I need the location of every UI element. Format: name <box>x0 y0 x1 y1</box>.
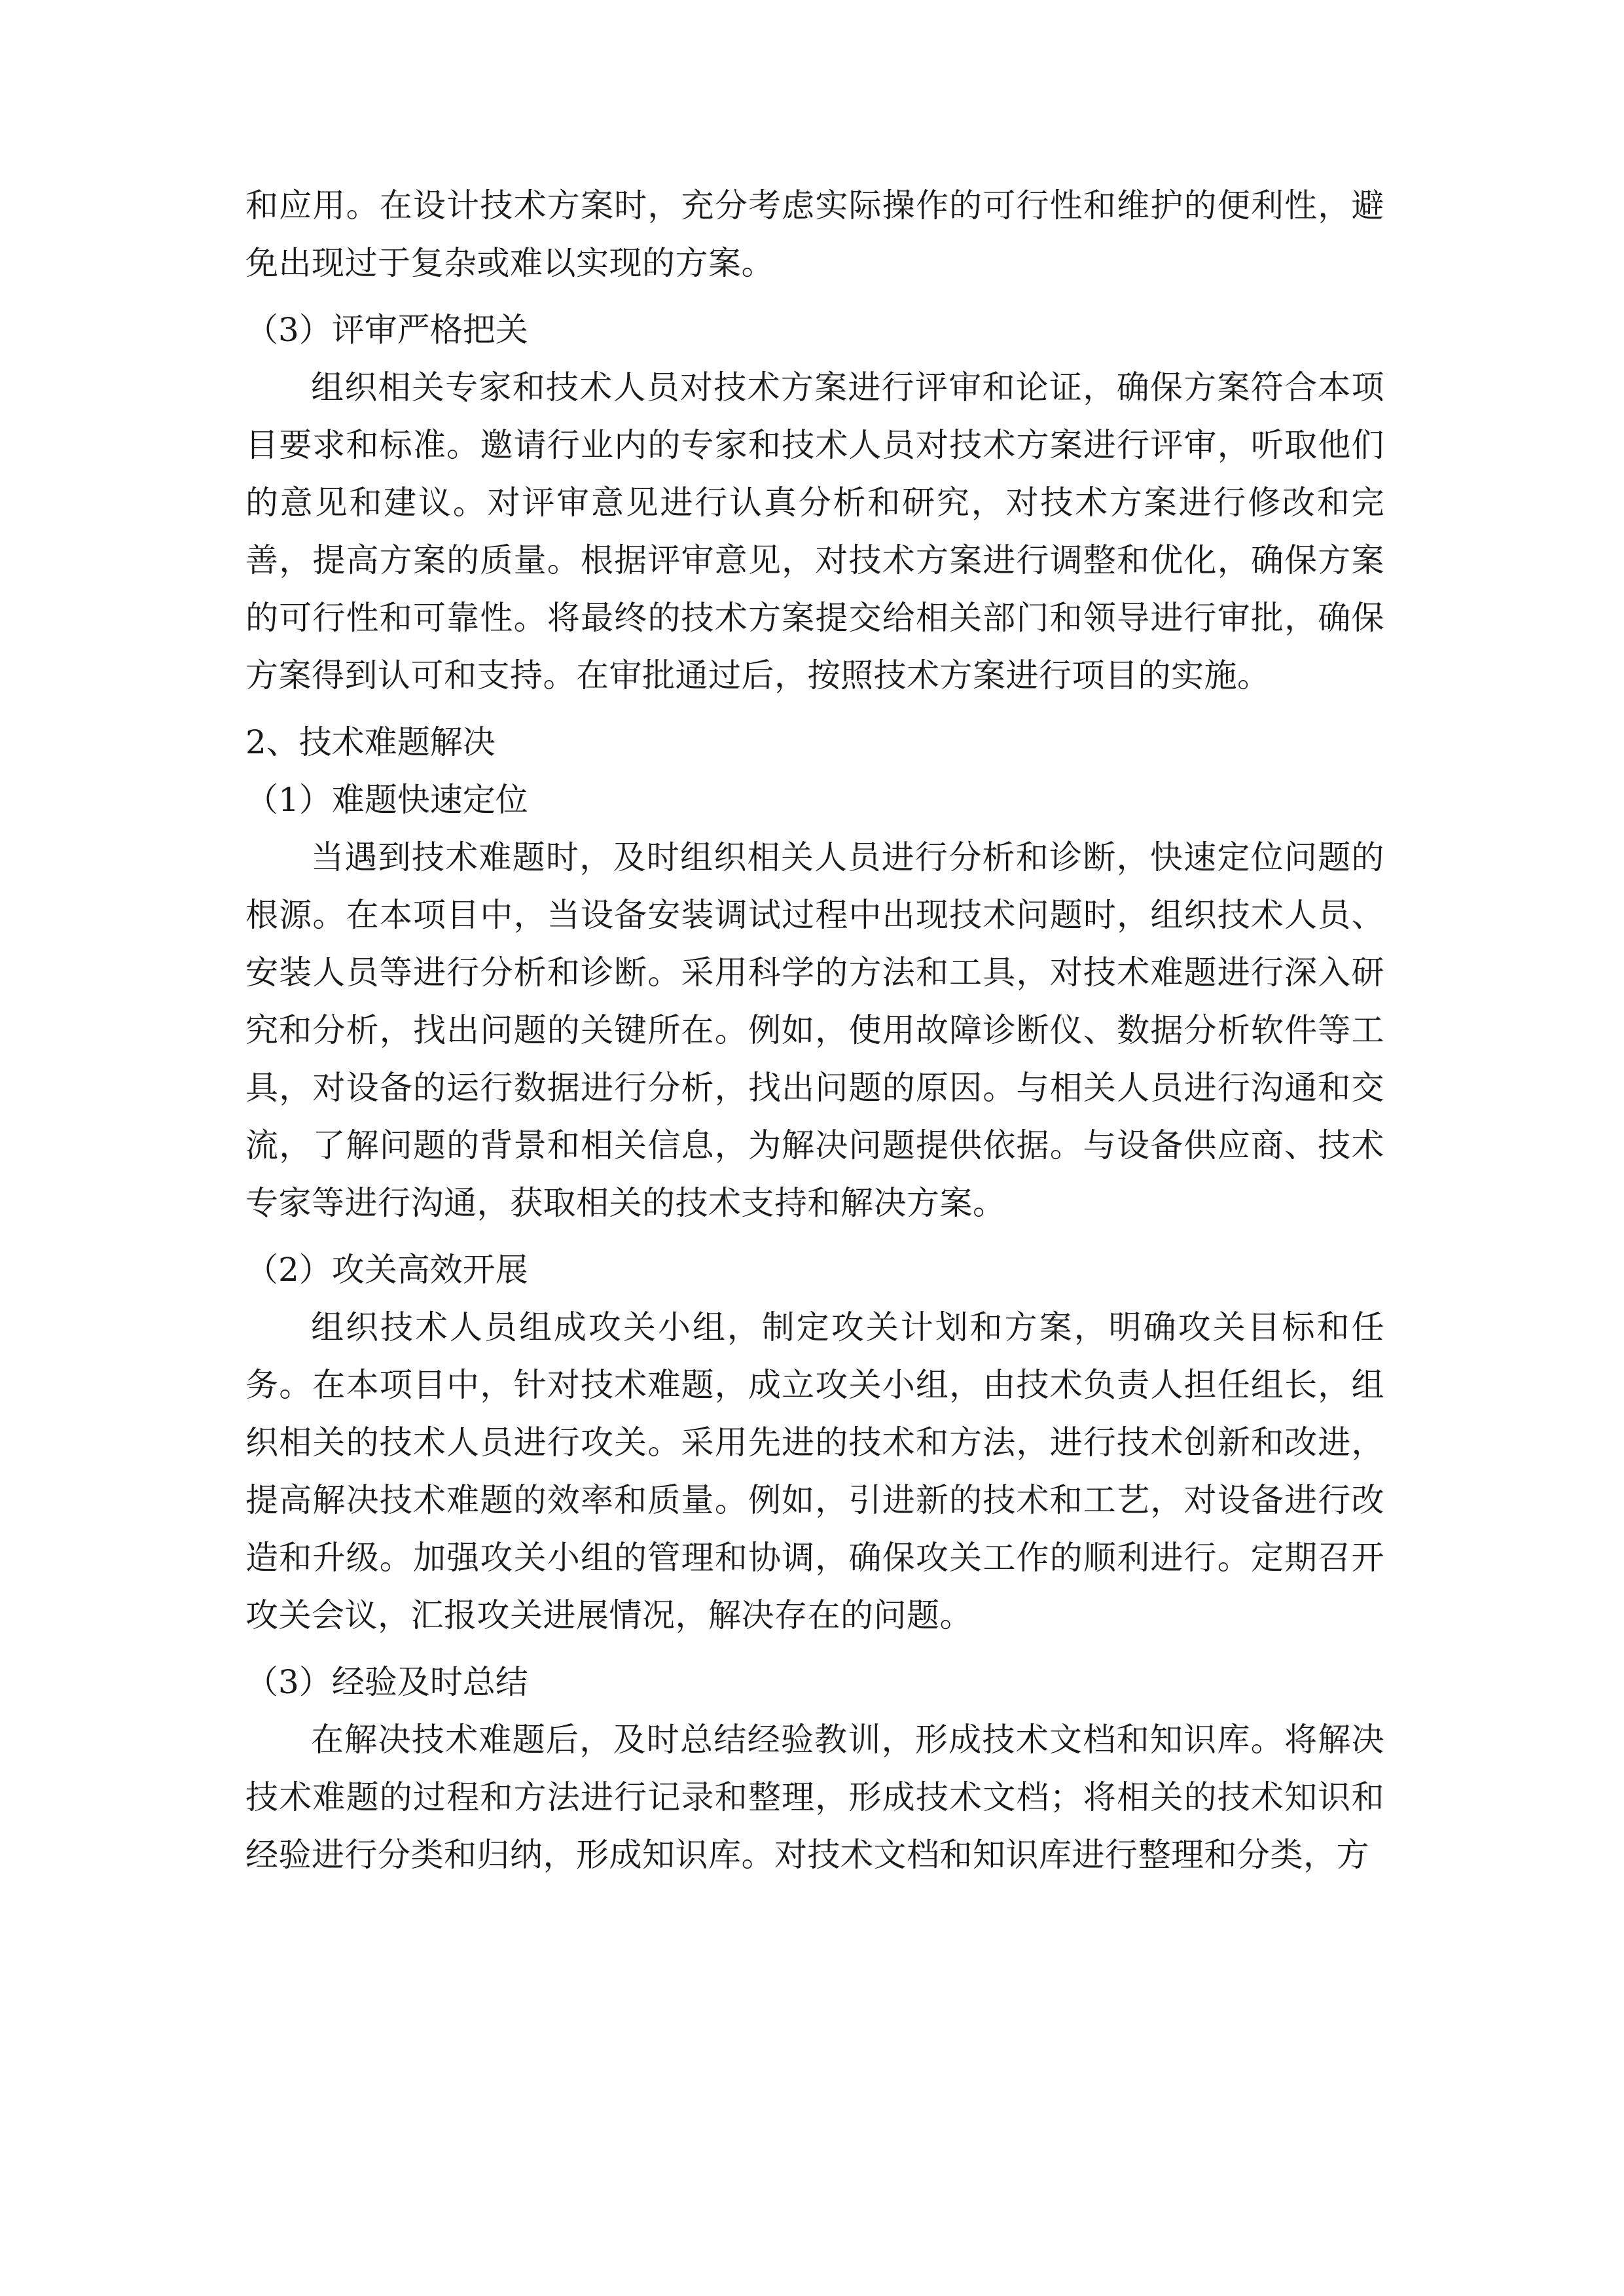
subheading-summary: （3）经验及时总结 <box>245 1663 528 1701</box>
paragraph-tackle: 组织技术人员组成攻关小组，制定攻关计划和方案，明确攻关目标和任务。在本项目中，针对技术难题，成立攻关小组，由技术负责人担任组长，组织相关的技术人员进行攻关。采用先进的技术和方法，进行技术创新和改进，提高解决技术难题的效率和质量。例如，引进新的技术和工艺，对设备进行改造和升级。加强攻关小组的管理和协调，确保攻关工作的顺利进行。定期召开攻关会议，汇报攻关进展情况，解决存在的问题。 <box>245 1308 1384 1634</box>
paragraph-continuation: 和应用。在设计技术方案时，充分考虑实际操作的可行性和维护的便利性，避免出现过于复杂或难以实现的方案。 <box>245 187 1384 282</box>
subheading-review: （3）评审严格把关 <box>245 311 528 349</box>
subheading-locate: （1）难题快速定位 <box>245 781 528 819</box>
paragraph-locate: 当遇到技术难题时，及时组织相关人员进行分析和诊断，快速定位问题的根源。在本项目中，当设备安装调试过程中出现技术问题时，组织技术人员、安装人员等进行分析和诊断。采用科学的方法和工具，对技术难题进行深入研究和分析，找出问题的关键所在。例如，使用故障诊断仪、数据分析软件等工具，对设备的运行数据进行分析，找出问题的原因。与相关人员进行沟通和交流，了解问题的背景和相关信息，为解决问题提供依据。与设备供应商、技术专家等进行沟通，获取相关的技术支持和解决方案。 <box>245 838 1384 1222</box>
document-page <box>245 177 1384 1884</box>
subheading-tackle: （2）攻关高效开展 <box>245 1251 528 1289</box>
paragraph-summary: 在解决技术难题后，及时总结经验教训，形成技术文档和知识库。将解决技术难题的过程和方法进行记录和整理，形成技术文档；将相关的技术知识和经验进行分类和归纳，形成知识库。对技术文档和知识库进行整理和分类，方 <box>245 1721 1384 1874</box>
paragraph-review: 组织相关专家和技术人员对技术方案进行评审和论证，确保方案符合本项目要求和标准。邀请行业内的专家和技术人员对技术方案进行评审，听取他们的意见和建议。对评审意见进行认真分析和研究，对技术方案进行修改和完善，提高方案的质量。根据评审意见，对技术方案进行调整和优化，确保方案的可行性和可靠性。将最终的技术方案提交给相关部门和领导进行审批，确保方案得到认可和支持。在审批通过后，按照技术方案进行项目的实施。 <box>245 368 1384 694</box>
section-heading-tech-problems: 2、技术难题解决 <box>245 723 496 761</box>
